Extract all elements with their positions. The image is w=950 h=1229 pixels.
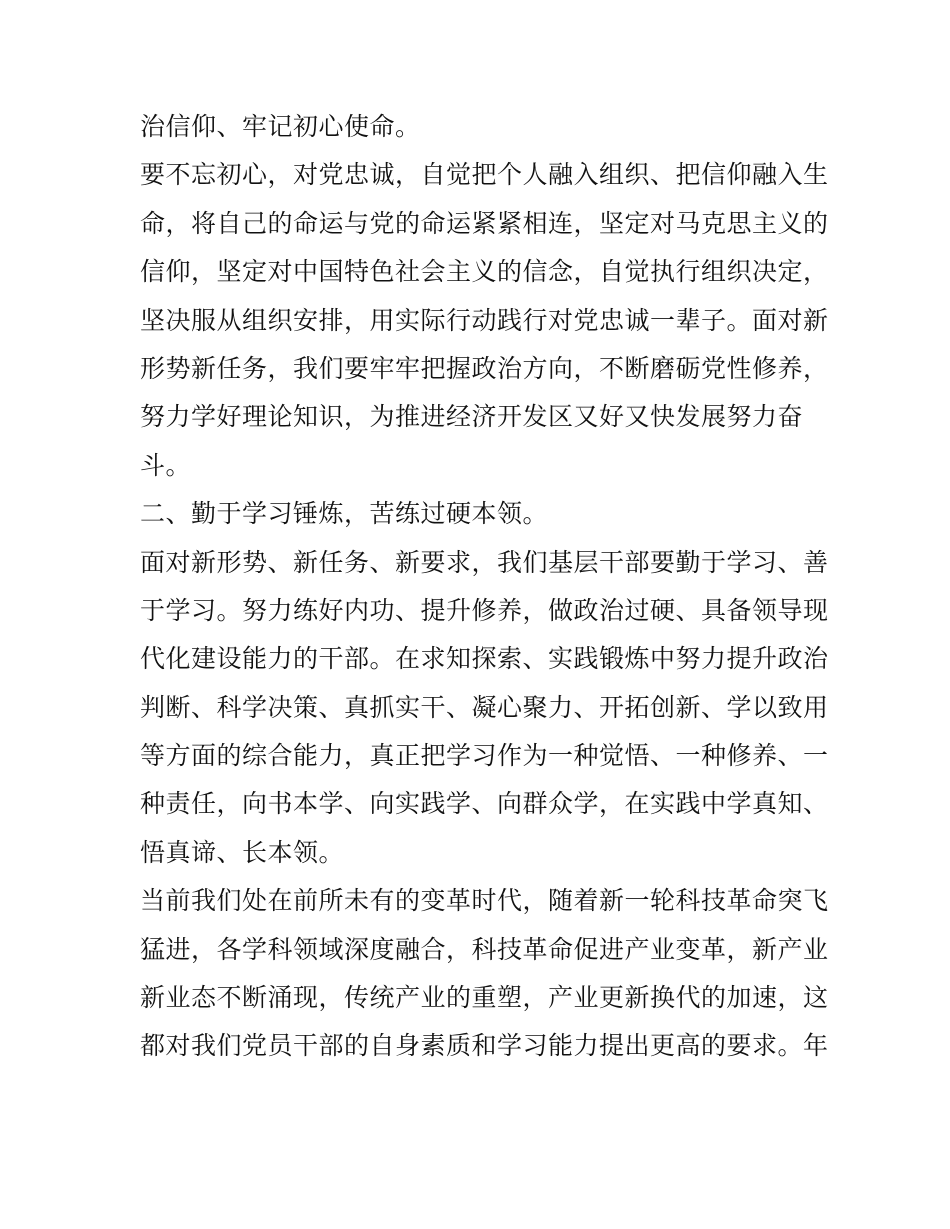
text-line: 代化建设能力的干部。在求知探索、实践锻炼中努力提升政治 — [140, 644, 829, 674]
text-line: 判断、科学决策、真抓实干、凝心聚力、开拓创新、学以致用 — [140, 692, 829, 722]
text-line: 于学习。努力练好内功、提升修养，做政治过硬、具备领导现 — [140, 595, 829, 625]
text-line: 形势新任务，我们要牢牢把握政治方向，不断磨砺党性修养， — [140, 353, 829, 383]
document-body — [140, 103, 829, 1071]
text-line: 坚决服从组织安排，用实际行动践行对党忠诚一辈子。面对新 — [140, 305, 829, 335]
text-line: 种责任，向书本学、向实践学、向群众学，在实践中学真知、 — [140, 789, 829, 819]
text-line: 面对新形势、新任务、新要求，我们基层干部要勤于学习、善 — [140, 547, 829, 577]
text-line: 命，将自己的命运与党的命运紧紧相连，坚定对马克思主义的 — [140, 208, 829, 238]
text-line: 要不忘初心，对党忠诚，自觉把个人融入组织、把信仰融入生 — [140, 160, 829, 190]
text-line: 斗。 — [140, 450, 192, 480]
text-line: 新业态不断涌现，传统产业的重塑，产业更新换代的加速，这 — [140, 983, 829, 1013]
text-line: 治信仰、牢记初心使命。 — [140, 112, 421, 141]
text-line: 等方面的综合能力，真正把学习作为一种觉悟、一种修养、一 — [140, 741, 829, 771]
text-line: 当前我们处在前所未有的变革时代，随着新一轮科技革命突飞 — [140, 886, 829, 916]
text-line: 悟真谛、长本领。 — [140, 837, 345, 867]
text-line: 猛进，各学科领域深度融合，科技革命促进产业变革，新产业 — [140, 934, 829, 964]
text-line: 信仰，坚定对中国特色社会主义的信念，自觉执行组织决定， — [140, 257, 829, 287]
text-line: 努力学好理论知识，为推进经济开发区又好又快发展努力奋 — [140, 402, 804, 432]
text-line: 都对我们党员干部的自身素质和学习能力提出更高的要求。年 — [140, 1031, 829, 1061]
section-heading: 二、勤于学习锤炼，苦练过硬本领。 — [140, 499, 549, 529]
